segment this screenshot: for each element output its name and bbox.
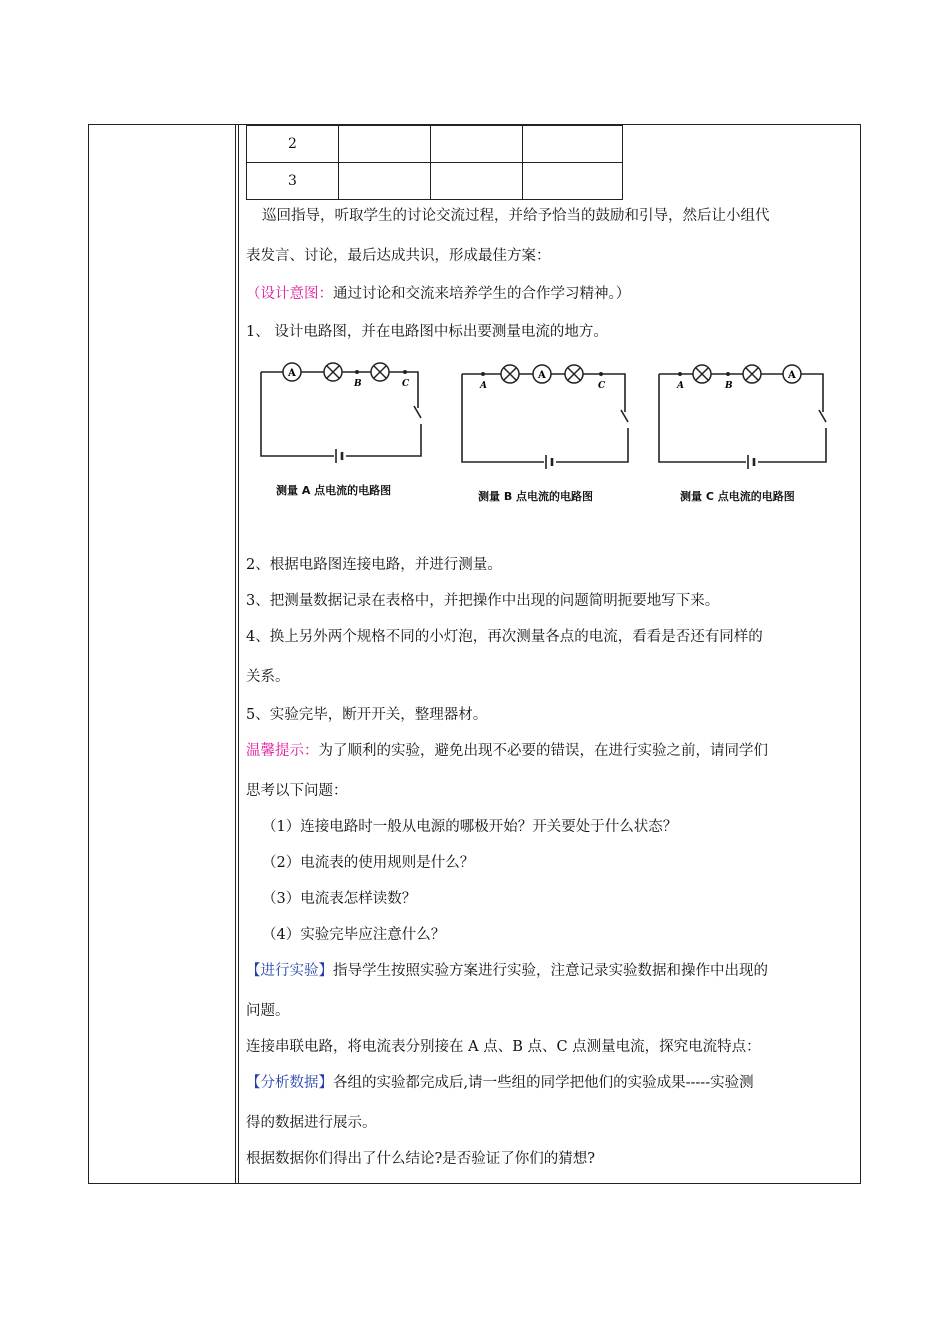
design-open: （: [246, 286, 261, 302]
ammeter-letter: A: [538, 370, 546, 381]
table-cell: [431, 126, 523, 163]
circuit-diagram-c: [654, 358, 832, 470]
ammeter-letter: A: [788, 370, 796, 381]
connect-paragraph: 连接串联电路，将电流表分别接在 A 点、B 点、C 点测量电流，探究电流特点：: [246, 1039, 761, 1055]
table-cell: [431, 163, 523, 200]
experiment-line2: 问题。: [246, 1003, 290, 1019]
tip-text: 为了顺利的实验，避免出现不必要的错误，在进行实验之前，请同学们: [318, 743, 768, 759]
question-2: （2）电流表的使用规则是什么？: [262, 855, 475, 871]
circuit-caption-a: 测量 A 点电流的电路图: [276, 484, 392, 497]
table-cell: [523, 163, 623, 200]
question-4: （4）实验完毕应注意什么？: [262, 927, 446, 943]
row-label: 2: [247, 126, 339, 163]
table-cell: [339, 126, 431, 163]
experiment-text: 指导学生按照实验方案进行实验，注意记录实验数据和操作中出现的: [333, 963, 768, 979]
lesson-table-frame: [88, 124, 861, 1184]
step-1: 1、 设计电路图，并在电路图中标出要测量电流的地方。: [246, 324, 608, 340]
circuit-diagram-b: [456, 358, 634, 470]
point-label: C: [598, 381, 606, 391]
ammeter-letter: A: [288, 368, 296, 379]
tip-line2: 思考以下问题：: [246, 783, 348, 799]
guide-paragraph-line1: 巡回指导，听取学生的讨论交流过程，并给予恰当的鼓励和引导，然后让小组代: [262, 208, 770, 224]
row-label: 3: [247, 163, 339, 200]
table-row: [247, 163, 623, 200]
analysis-line1: [246, 1073, 754, 1093]
experiment-label: 【进行实验】: [246, 963, 333, 979]
circuit-diagram-a: [256, 358, 426, 470]
column-divider: [235, 124, 239, 1184]
table-cell: [523, 126, 623, 163]
experiment-line1: [246, 961, 768, 981]
question-1: （1）连接电路时一般从电源的哪极开始？开关要处于什么状态？: [262, 819, 678, 835]
closing-question: 根据数据你们得出了什么结论?是否验证了你们的猜想?: [246, 1151, 596, 1167]
circuit-caption-b: 测量 B 点电流的电路图: [478, 490, 594, 503]
point-label: C: [402, 379, 410, 389]
tip-line1: [246, 741, 768, 761]
table-row: [247, 126, 623, 163]
step-2: 2、根据电路图连接电路，并进行测量。: [246, 557, 502, 573]
analysis-label: 【分析数据】: [246, 1075, 333, 1091]
point-label: A: [677, 381, 684, 391]
analysis-line2: 得的数据进行展示。: [246, 1115, 377, 1131]
design-label: 设计意图：: [260, 286, 333, 302]
design-intent: [246, 284, 630, 304]
point-label: B: [354, 379, 362, 389]
step-5: 5、实验完毕，断开开关，整理器材。: [246, 707, 488, 723]
circuit-caption-c: 测量 C 点电流的电路图: [680, 490, 795, 503]
question-3: （3）电流表怎样读数？: [262, 891, 417, 907]
guide-paragraph-line2: 表发言、讨论，最后达成共识，形成最佳方案：: [246, 248, 551, 264]
point-label: A: [480, 381, 487, 391]
step-4-line2: 关系。: [246, 669, 290, 685]
step-4-line1: 4、换上另外两个规格不同的小灯泡，再次测量各点的电流，看看是否还有同样的: [246, 629, 763, 645]
design-text: 通过讨论和交流来培养学生的合作学习精神。）: [333, 286, 631, 302]
measurement-table: [246, 125, 623, 200]
table-cell: [339, 163, 431, 200]
tip-label: 温馨提示：: [246, 743, 319, 759]
step-3: 3、把测量数据记录在表格中，并把操作中出现的问题简明扼要地写下来。: [246, 593, 720, 609]
point-label: B: [725, 381, 733, 391]
analysis-text: 各组的实验都完成后,请一些组的同学把他们的实验成果-----实验测: [333, 1075, 754, 1091]
